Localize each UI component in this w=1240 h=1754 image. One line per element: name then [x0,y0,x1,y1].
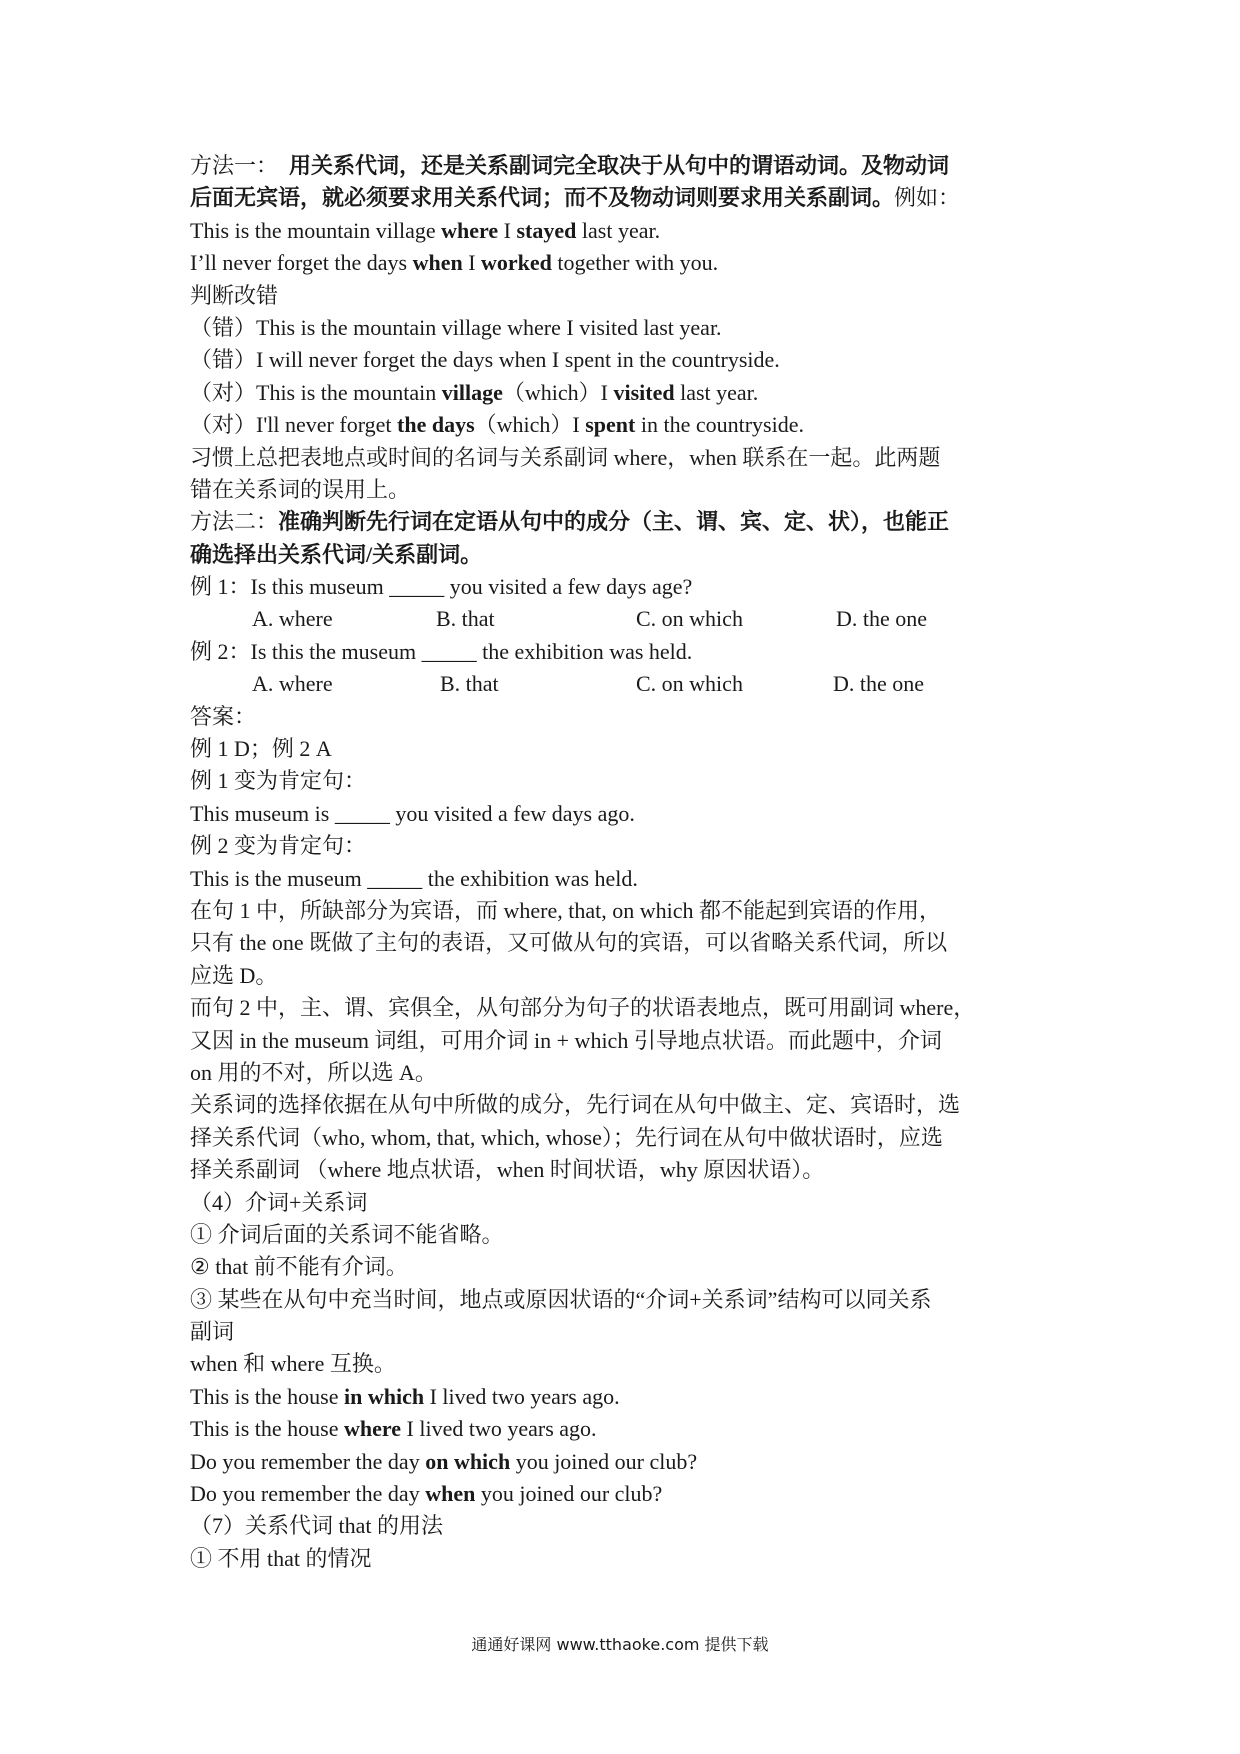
option-a: A. where [252,671,333,697]
bold-keyword: village [441,379,503,405]
example1-options [190,603,1060,635]
explain2-line: 而句 2 中，主、谓、宾俱全，从句部分为句子的状语表地点，既可用副词 where， [190,995,976,1021]
section4-point-2: ② that 前不能有介词。 [190,1254,408,1280]
method1-tail: 例如： [894,185,961,211]
text-segment: I [462,250,482,276]
text-segment: Do you remember the day [190,1448,426,1474]
section7-heading: （7）关系代词 that 的用法 [190,1513,443,1539]
bold-keyword: spent [585,412,636,438]
habit-line-2: 错在关系词的误用上。 [190,476,411,502]
option-d: D. the one [833,671,925,697]
bold-keyword: in which [344,1383,425,1409]
text-segment: （对）I'll never forget [190,412,398,438]
text-segment: （对）This is the mountain [190,379,442,405]
bold-keyword: on which [425,1448,511,1474]
text-segment: last year. [576,217,661,243]
method2-bold-text: 准确判断先行词在定语从句中的成分（主、谓、宾、定、状），也能正 [278,509,950,535]
example1-affirm: This museum is _____ you visited a few days ago. [190,800,635,826]
method2-line2: 确选择出关系代词/关系副词。 [190,541,483,567]
example1-question: 例 1：Is this museum _____ you visited a few days age? [190,574,693,600]
text-segment: This is the mountain village [190,217,442,243]
bold-keyword: where [441,217,499,243]
text-segment: This is the house [190,1383,344,1409]
example3-sentence [190,1381,1060,1413]
text-segment: I lived two years ago. [401,1416,597,1442]
answer-text: 例 1 D；例 2 A [190,736,332,762]
method1-bold-text-2: 后面无宾语，就必须要求用关系代词；而不及物动词则要求用关系副词。 [190,185,895,211]
example-sentence-b [190,247,1060,279]
explain1-line: 在句 1 中，所缺部分为宾语，而 where, that, on which 都不能起到宾语的作用， [190,897,941,923]
text-segment: （which）I [502,379,614,405]
judge-heading: 判断改错 [190,282,279,308]
rule-line: 择关系代词（who, whom, that, which, whose）；先行词在从句中做状语时，应选 [190,1124,943,1150]
option-a: A. where [252,606,333,632]
judge-item-1: （错）This is the mountain village where I visited last year. [190,314,722,340]
example-sentence-a [190,215,1060,247]
rule-line: 择关系副词 （where 地点状语，when 时间状语，why 原因状语）。 [190,1157,825,1183]
bold-keyword: visited [613,379,675,405]
text-segment: （which）I [474,412,586,438]
example2-affirm: This is the museum _____ the exhibition was held. [190,865,638,891]
method1-label: 方法一： [190,153,279,178]
bold-keyword: stayed [516,217,577,243]
example3-sentence [190,1446,1060,1478]
section4-point-3: ③ 某些在从句中充当时间，地点或原因状语的“介词+关系词”结构可以同关系 [190,1286,932,1312]
explain2-line: on 用的不对，所以选 A。 [190,1059,437,1085]
example3-sentence [190,1413,1060,1445]
text-segment: Do you remember the day [190,1481,426,1507]
option-c: C. on which [636,671,743,697]
explain2-line: 又因 in the museum 词组，可用介词 in + which 引导地点状语。而此题中，介词 [190,1027,942,1053]
explain1-line: 应选 D。 [190,962,278,988]
judge-item-3 [190,377,1060,409]
answer-label: 答案： [190,703,257,729]
bold-keyword: worked [481,250,552,276]
option-c: C. on which [636,606,743,632]
judge-item-4 [190,409,1060,441]
text-segment: I [498,217,517,243]
judge-item-2: （错）I will never forget the days when I spent in the countryside. [190,347,780,373]
method1-line1 [190,150,1060,182]
example2-affirm-label: 例 2 变为肯定句： [190,833,367,859]
habit-line-1: 习惯上总把表地点或时间的名词与关系副词 where，when 联系在一起。此两题 [190,444,941,470]
bold-keyword: when [425,1481,476,1507]
document-body [190,150,1060,1575]
text-segment: I lived two years ago. [424,1383,620,1409]
method1-line2 [190,182,1060,214]
method1-bold-text: 用关系代词，还是关系副词完全取决于从句中的谓语动词。及物动词 [289,153,950,178]
method2-line1 [190,506,1060,538]
example2-options [190,668,1060,700]
option-d: D. the one [836,606,928,632]
text-segment: I’ll never forget the days [190,250,413,276]
method2-label: 方法二： [190,509,279,535]
example3-sentence [190,1478,1060,1510]
text-segment: in the countryside. [635,412,804,438]
text-segment: you joined our club? [475,1481,663,1507]
explain1-line: 只有 the one 既做了主句的表语，又可做从句的宾语，可以省略关系代词，所以 [190,930,948,956]
section7-point-1: ① 不用 that 的情况 [190,1545,372,1571]
example1-affirm-label: 例 1 变为肯定句： [190,768,367,794]
text-segment: together with you. [551,250,719,276]
rule-line: 关系词的选择依据在从句中所做的成分，先行词在从句中做主、定、宾语时，选 [190,1092,961,1118]
option-b: B. that [440,671,499,697]
option-b: B. that [436,606,495,632]
text-segment: This is the house [190,1416,344,1442]
section4-point-1: ① 介词后面的关系词不能省略。 [190,1221,504,1247]
section4-point-3-cont2: when 和 where 互换。 [190,1351,396,1377]
bold-keyword: where [344,1416,402,1442]
bold-keyword: when [412,250,463,276]
text-segment: you joined our club? [510,1448,698,1474]
text-segment: last year. [674,379,759,405]
section4-point-3-cont: 副词 [190,1319,235,1345]
page-footer: 通通好课网 www.tthaoke.com 提供下载 [471,1635,769,1654]
example2-question: 例 2：Is this the museum _____ the exhibition was held. [190,638,693,664]
bold-keyword: the days [397,412,475,438]
section4-heading: （4）介词+关系词 [190,1189,368,1215]
